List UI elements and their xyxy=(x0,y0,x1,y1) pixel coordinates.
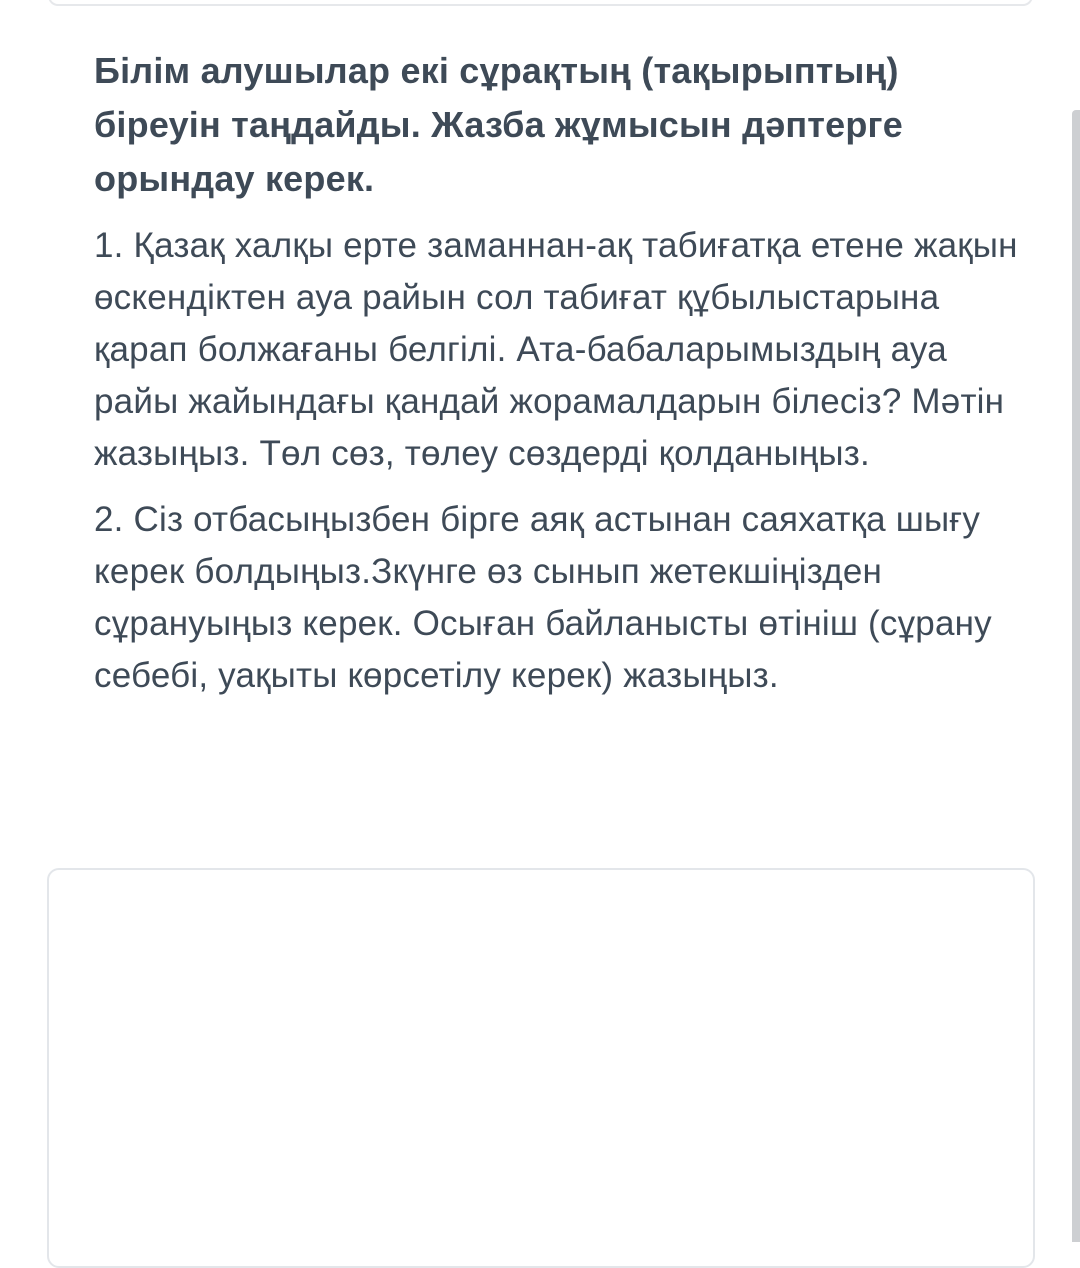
question-content xyxy=(94,44,1024,716)
question-title: Білім алушылар екі сұрақтың (тақырыптың) біреуін таңдайды. Жазба жұмысын дәптерге орындау керек. xyxy=(94,50,903,199)
question-option-2: 2. Сіз отбасыңызбен бірге аяқ астынан саяхатқа шығу керек болдыңыз.Зкүнге өз сынып жетекшіңізден сұрануыңыз керек. Осыған байланысты өтініш (сұрану себебі, уақыты көрсетілу керек) жазыңыз. xyxy=(94,500,992,695)
question-option-1: 1. Қазақ халқы ерте заманнан-ақ табиғатқа етене жақын өскендіктен ауа райын сол табиғат құбылыстарына қарап болжағаны белгілі. Ата-бабаларымыздың ауа райы жайындағы қандай жорамалдарын білесіз? Мәтін жазыңыз. Төл сөз, төлеу сөздерді қолданыңыз. xyxy=(94,226,1018,473)
scrollbar[interactable] xyxy=(1072,110,1080,1242)
previous-card xyxy=(48,0,1033,6)
answer-card[interactable] xyxy=(47,868,1035,1268)
